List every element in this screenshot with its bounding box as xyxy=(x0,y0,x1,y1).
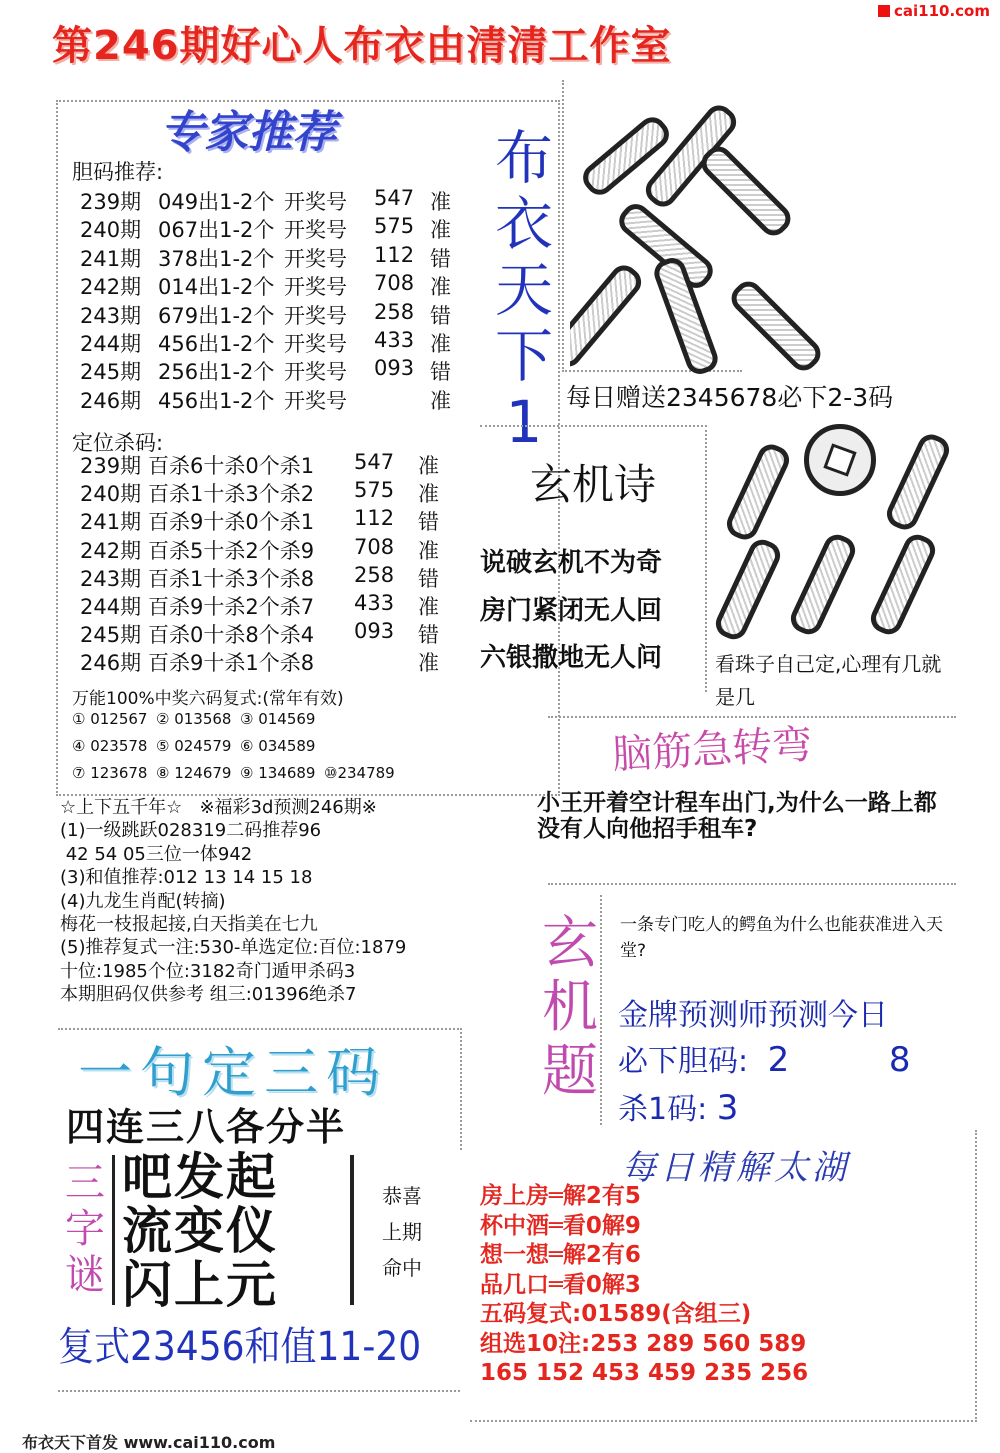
buyi-char: 布 xyxy=(494,124,553,192)
dan-num: 258 xyxy=(374,299,415,324)
coin-beads-image xyxy=(712,422,952,640)
kill-pick: 百杀1十杀3个杀8 xyxy=(148,566,315,591)
taihu-line: 品几口═看0解3 xyxy=(480,1271,641,1298)
dan-kj: 开奖号 xyxy=(284,275,347,300)
kill-res: 准 xyxy=(418,595,439,619)
kill-res: 准 xyxy=(418,538,439,563)
dan-kj: 开奖号 xyxy=(284,246,347,271)
taihu-line: 组选10注:253 289 560 589 xyxy=(480,1330,807,1357)
history-line: (3)和值推荐:012 13 14 15 18 xyxy=(60,867,313,889)
dan-res: 错 xyxy=(430,303,451,328)
taihu-lines xyxy=(480,1182,960,1389)
kill-num: 258 xyxy=(354,562,395,587)
dan-num: 708 xyxy=(374,271,415,296)
congrats-line: 命中 xyxy=(382,1256,422,1280)
kill-period: 240期 xyxy=(80,482,142,507)
kill-res: 错 xyxy=(418,623,439,648)
mystery-question: 一条专门吃人的鳄鱼为什么也能获准进入天堂? xyxy=(620,915,943,961)
dan-kj: 开奖号 xyxy=(284,190,347,214)
combo-item: ⑧ 124679 xyxy=(156,764,232,782)
dan-period: 241期 xyxy=(80,246,142,271)
dan-kj: 开奖号 xyxy=(284,218,347,243)
gold-dan-b: 8 xyxy=(888,1040,911,1080)
combo-item: ⑨ 134689 xyxy=(240,764,316,782)
gold-kill-row xyxy=(618,1084,738,1128)
kill-num: 433 xyxy=(354,591,395,615)
kill-period: 241期 xyxy=(80,510,142,535)
dan-kj: 开奖号 xyxy=(284,360,347,385)
dan-pick: 067出1-2个 xyxy=(158,218,275,243)
kill-pick: 百杀1十杀3个杀2 xyxy=(148,482,315,507)
bead-shape xyxy=(722,440,793,544)
bead-shape xyxy=(866,530,939,639)
dan-pick: 256出1-2个 xyxy=(158,360,275,385)
dan-period: 240期 xyxy=(80,218,142,243)
kill-res: 错 xyxy=(418,510,439,535)
kill-res: 准 xyxy=(418,482,439,507)
kill-period: 243期 xyxy=(80,566,142,591)
expert-heading: 专家推荐 xyxy=(160,107,336,158)
kill-res: 错 xyxy=(418,566,439,591)
mystery-vertical xyxy=(540,912,600,1104)
history-line: (1)一级跳跃028319二码推荐96 xyxy=(60,820,322,842)
poem-line: 说破玄机不为奇 xyxy=(480,548,663,578)
kill-period: 246期 xyxy=(80,651,142,676)
riddle-congrats xyxy=(382,1178,422,1286)
bead-shape xyxy=(726,276,826,376)
kill-period: 239期 xyxy=(80,454,142,478)
congrats-line: 恭喜 xyxy=(382,1184,422,1208)
dan-kj: 开奖号 xyxy=(284,303,347,328)
dan-num: 547 xyxy=(374,186,415,210)
gold-dan-label: 必下胆码: xyxy=(618,1044,749,1079)
riddle-label xyxy=(60,1160,110,1298)
taihu-line: 想一想═解2有6 xyxy=(480,1242,641,1268)
dan-kj: 开奖号 xyxy=(284,388,347,413)
gold-kill-val: 3 xyxy=(716,1088,739,1128)
dan-period: 246期 xyxy=(80,388,142,413)
combo-item: ④ 023578 xyxy=(72,737,148,755)
page-title: 第246期好心人布衣由清清工作室 xyxy=(52,23,672,69)
bead-pattern-image xyxy=(570,96,1000,376)
history-line: 梅花一枝报起接,白天指美在七九 xyxy=(60,914,318,936)
sanma-title: 一句定三码 xyxy=(78,1041,388,1104)
sanma-phrase: 四连三八各分半 xyxy=(66,1105,347,1149)
riddle-lines xyxy=(122,1150,278,1312)
poem-line: 房门紧闭无人回 xyxy=(480,596,663,626)
footer-text: 布衣天下首发 www.cai110.com xyxy=(22,1433,276,1452)
poem-title: 玄机诗 xyxy=(530,460,657,509)
buyi-vertical xyxy=(494,125,554,455)
daily-gift: 每日赠送2345678必下2-3码 xyxy=(566,383,894,412)
bead-shape xyxy=(882,430,952,534)
riddle-line: 吧发起 xyxy=(122,1148,278,1206)
dan-res: 准 xyxy=(430,388,451,413)
kill-pick: 百杀5十杀2个杀9 xyxy=(148,538,315,563)
mystery-char: 机 xyxy=(542,975,598,1040)
history-line: 42 54 05三位一体942 xyxy=(60,843,253,865)
mystery-char: 玄 xyxy=(542,911,598,976)
dan-period: 243期 xyxy=(80,303,142,328)
gold-kill-label: 杀1码: xyxy=(618,1092,708,1127)
taihu-line: 五码复式:01589(含组三) xyxy=(480,1301,752,1327)
buyi-char: 衣 xyxy=(494,190,553,258)
history-line: 十位:1985个位:3182奇门遁甲杀码3 xyxy=(60,960,356,982)
kill-label: 定位杀码: xyxy=(72,431,164,455)
riddle-line: 流变仪 xyxy=(122,1202,278,1260)
site-domain: cai110.com xyxy=(894,2,990,20)
kill-res: 准 xyxy=(418,651,439,676)
combo-item: ⑩234789 xyxy=(324,764,395,782)
brain-question: 小王开着空计程车出门,为什么一路上都没有人向他招手租车? xyxy=(537,790,937,842)
history-line: 本期胆码仅供参考 组三:01396绝杀7 xyxy=(60,984,357,1006)
dan-res: 准 xyxy=(430,218,451,243)
riddle-label-char: 三 xyxy=(65,1160,105,1206)
kill-pick: 百杀9十杀2个杀7 xyxy=(148,595,315,619)
kill-num: 708 xyxy=(354,534,395,559)
bead-shape xyxy=(696,141,796,241)
gold-dan-a: 2 xyxy=(767,1040,790,1080)
kill-period: 245期 xyxy=(80,623,142,648)
combo-item: ③ 014569 xyxy=(240,710,316,728)
dan-num: 093 xyxy=(374,356,415,381)
taihu-line: 165 152 453 459 235 256 xyxy=(480,1360,809,1386)
combo-title: 万能100%中奖六码复式:(常年有效) xyxy=(72,689,344,709)
dan-res: 错 xyxy=(430,360,451,385)
bead-shape xyxy=(570,260,647,372)
dan-pick: 014出1-2个 xyxy=(158,275,275,300)
kill-res: 准 xyxy=(418,454,439,478)
riddle-frame-right xyxy=(350,1155,354,1305)
dan-pick: 049出1-2个 xyxy=(158,190,275,214)
bead-shape xyxy=(712,535,785,640)
dan-pick: 679出1-2个 xyxy=(158,303,275,328)
dan-pick: 456出1-2个 xyxy=(158,388,275,413)
dan-pick: 378出1-2个 xyxy=(158,246,275,271)
mystery-char: 题 xyxy=(542,1039,598,1104)
combo-item: ① 012567 xyxy=(72,710,148,728)
combo-item: ② 013568 xyxy=(156,710,232,728)
poem-note: 看珠子自己定,心理有几就是几 xyxy=(715,652,942,709)
dan-period: 239期 xyxy=(80,190,142,214)
combo-item: ⑤ 024579 xyxy=(156,737,232,755)
kill-pick: 百杀0十杀8个杀4 xyxy=(148,623,315,648)
dan-kj: 开奖号 xyxy=(284,332,347,356)
gold-dan-row xyxy=(618,1036,910,1080)
dan-pick: 456出1-2个 xyxy=(158,332,275,356)
buyi-char: 天 xyxy=(494,256,553,324)
riddle-frame xyxy=(112,1155,115,1305)
history-line: (4)九龙生肖配(转摘) xyxy=(60,890,226,912)
dan-period: 242期 xyxy=(80,275,142,300)
poem-line: 六银撒地无人问 xyxy=(480,643,663,673)
kill-pick: 百杀9十杀1个杀8 xyxy=(148,651,315,676)
buyi-char: 下 xyxy=(494,322,553,390)
kill-period: 242期 xyxy=(80,538,142,563)
taihu-line: 房上房═解2有5 xyxy=(480,1183,641,1209)
history-line: (5)推荐复式一注:530-单选定位:百位:1879 xyxy=(60,937,407,959)
bead-shape xyxy=(786,530,859,639)
congrats-line: 上期 xyxy=(382,1220,422,1244)
dan-res: 准 xyxy=(430,275,451,300)
dan-num: 433 xyxy=(374,328,415,352)
kill-num: 575 xyxy=(354,478,395,503)
gold-predict-title: 金牌预测师预测今日 xyxy=(618,998,888,1033)
riddle-line: 闪上元 xyxy=(122,1256,278,1314)
combo-item: ⑦ 123678 xyxy=(72,764,148,782)
site-logo xyxy=(878,2,990,20)
kill-num: 547 xyxy=(354,450,395,474)
dan-num: 112 xyxy=(374,242,415,267)
kill-pick: 百杀9十杀0个杀1 xyxy=(148,510,315,535)
taihu-line: 杯中酒═看0解9 xyxy=(480,1212,641,1239)
kill-period: 244期 xyxy=(80,595,142,619)
taihu-title: 每日精解太湖 xyxy=(622,1148,850,1188)
brain-title: 脑筋急转弯 xyxy=(611,721,814,779)
kill-num: 093 xyxy=(354,619,395,644)
dan-label: 胆码推荐: xyxy=(72,160,164,184)
dan-res: 准 xyxy=(430,332,451,356)
dan-num: 575 xyxy=(374,214,415,239)
history-line: ☆上下五千年☆ ※福彩3d预测246期※ xyxy=(60,797,377,818)
dan-period: 244期 xyxy=(80,332,142,356)
dan-res: 错 xyxy=(430,246,451,271)
dan-res: 准 xyxy=(430,190,451,214)
riddle-label-char: 字 xyxy=(65,1206,105,1252)
kill-pick: 百杀6十杀0个杀1 xyxy=(148,454,315,478)
coin-shape xyxy=(804,424,876,496)
combo-item: ⑥ 034589 xyxy=(240,737,316,755)
riddle-label-char: 谜 xyxy=(65,1252,105,1298)
kill-num: 112 xyxy=(354,506,395,531)
dan-period: 245期 xyxy=(80,360,142,385)
buyi-char: 1 xyxy=(505,388,543,456)
history-block xyxy=(60,796,530,1007)
fushi-text: 复式23456和值11-20 xyxy=(58,1324,422,1370)
